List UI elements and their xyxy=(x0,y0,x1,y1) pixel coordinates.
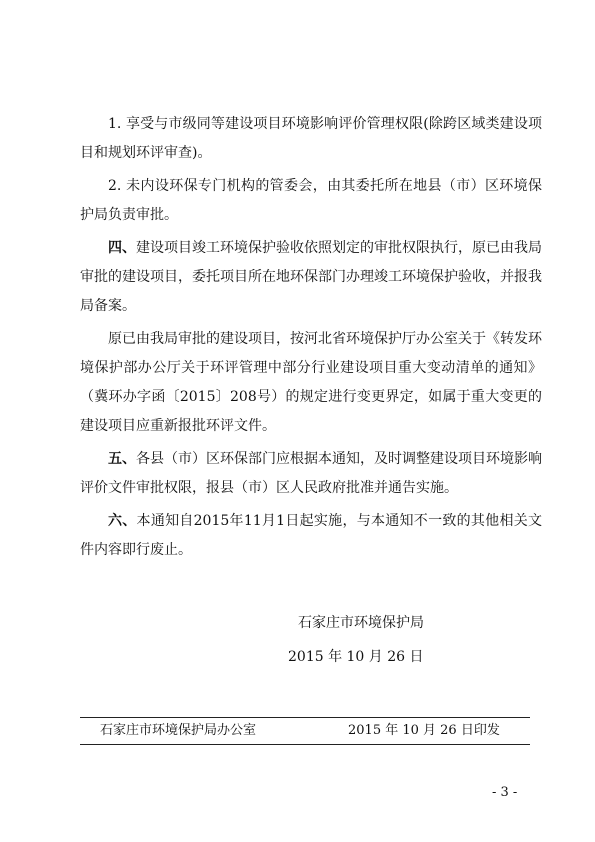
paragraph-lead: 六、 xyxy=(108,513,137,529)
document-body xyxy=(80,110,542,569)
footer-top-rule xyxy=(80,717,530,718)
paragraph-section-4 xyxy=(80,234,542,321)
page-number: - 3 - xyxy=(492,785,518,800)
paragraph-text: 各县（市）区环保部门应根据本通知，及时调整建设项目环境影响评价文件审批权限，报县（市）区人民政府批准并通告实施。 xyxy=(80,451,542,496)
signature-date: 2015 年 10 月 26 日 xyxy=(288,649,424,665)
paragraph-text: 原已由我局审批的建设项目，按河北省环境保护厅办公室关于《转发环境保护部办公厅关于环评管理中部分行业建设项目重大变动清单的通知》（冀环办字函〔2015〕208号）的规定进行变更界定，如属于重大变更的建设项目应重新报批环评文件。 xyxy=(80,331,542,434)
paragraph-text: 2. 未内设环保专门机构的管委会，由其委托所在地县（市）区环境保护局负责审批。 xyxy=(80,178,542,223)
paragraph-item-2 xyxy=(80,172,542,230)
paragraph-text: 1. 享受与市级同等建设项目环境影响评价管理权限(除跨区域类建设项目和规划环评审查)。 xyxy=(80,116,542,161)
paragraph-item-1 xyxy=(80,110,542,168)
paragraph-text: 本通知自2015年11月1日起实施，与本通知不一致的其他相关文件内容即行废止。 xyxy=(80,513,542,558)
paragraph-lead: 五、 xyxy=(108,451,136,467)
paragraph-section-6 xyxy=(80,507,542,565)
signature-organization: 石家庄市环境保护局 xyxy=(298,615,424,631)
paragraph-text: 建设项目竣工环境保护验收依照划定的审批权限执行，原已由我局审批的建设项目，委托项目所在地环保部门办理竣工环境保护验收，并报我局备案。 xyxy=(80,240,542,314)
paragraph-lead: 四、 xyxy=(108,240,136,256)
paragraph-change-rule xyxy=(80,325,542,441)
footer-bottom-rule xyxy=(80,744,530,745)
footer-print-date: 2015 年 10 月 26 日印发 xyxy=(348,723,500,738)
footer-issuing-office: 石家庄市环境保护局办公室 xyxy=(100,723,257,738)
paragraph-section-5 xyxy=(80,445,542,503)
